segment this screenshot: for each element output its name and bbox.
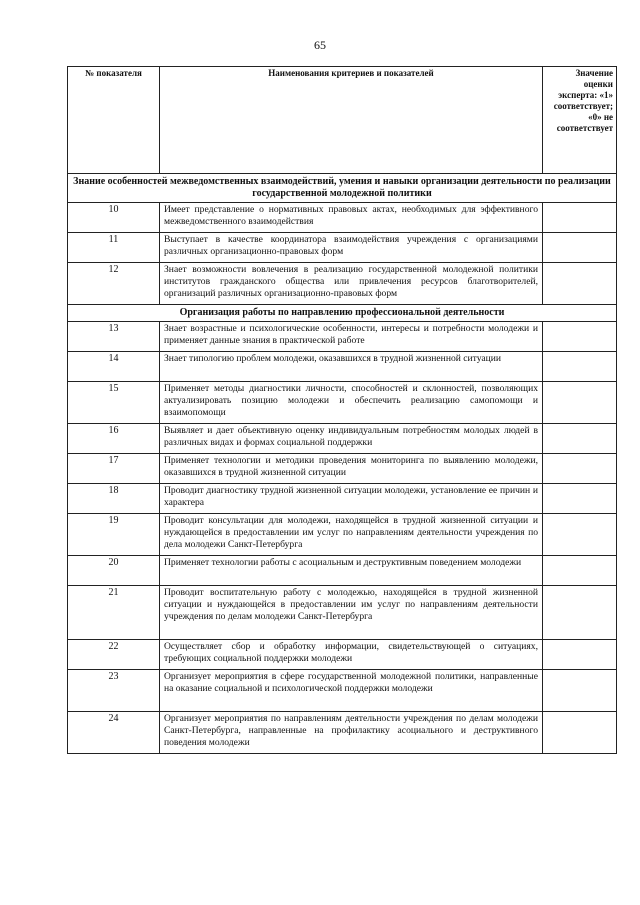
section-row — [68, 305, 617, 322]
row-number: 13 — [68, 322, 160, 352]
criteria-table — [67, 66, 617, 754]
table-row — [68, 424, 617, 454]
row-text: Проводит воспитательную работу с молодежью, находящейся в трудной жизненной ситуации и нуждающейся в предоставлении им услуг по направлениям деятельности учреждения по делам молодежи Санкт-Петербурга — [160, 586, 543, 640]
table-row — [68, 670, 617, 712]
header-value: Значение оценки эксперта: «1» соответствует; «0» не соответствует — [543, 67, 617, 174]
table-row — [68, 514, 617, 556]
page-number: 65 — [314, 38, 326, 52]
row-text: Проводит диагностику трудной жизненной ситуации молодежи, установление ее причин и характера — [160, 484, 543, 514]
table-row — [68, 640, 617, 670]
row-value-cell[interactable] — [543, 233, 617, 263]
row-text: Применяет методы диагностики личности, способностей и склонностей, позволяющих актуализировать позицию молодежи и обеспечить реализацию самопомощи и взаимопомощи — [160, 382, 543, 424]
row-value-cell[interactable] — [543, 322, 617, 352]
row-number: 10 — [68, 203, 160, 233]
table-row — [68, 233, 617, 263]
table-row — [68, 556, 617, 586]
row-number: 11 — [68, 233, 160, 263]
row-number: 14 — [68, 352, 160, 382]
row-text: Организует мероприятия в сфере государственной молодежной политики, направленные на оказание социальной и психологической поддержки молодежи — [160, 670, 543, 712]
section-title: Организация работы по направлению профессиональной деятельности — [68, 305, 617, 322]
row-value-cell[interactable] — [543, 352, 617, 382]
row-text: Применяет технологии и методики проведения мониторинга по выявлению молодежи, оказавшихся в трудной жизненной ситуации — [160, 454, 543, 484]
table-row — [68, 454, 617, 484]
header-name: Наименования критериев и показателей — [160, 67, 543, 174]
row-text: Имеет представление о нормативных правовых актах, необходимых для эффективного межведомственного взаимодействия — [160, 203, 543, 233]
row-value-cell[interactable] — [543, 382, 617, 424]
row-number: 23 — [68, 670, 160, 712]
row-number: 21 — [68, 586, 160, 640]
row-text: Применяет технологии работы с асоциальным и деструктивным поведением молодежи — [160, 556, 543, 586]
row-text: Выявляет и дает объективную оценку индивидуальным потребностям молодых людей в различных видах и формах социальной поддержки — [160, 424, 543, 454]
row-value-cell[interactable] — [543, 203, 617, 233]
row-text: Знает возможности вовлечения в реализацию государственной молодежной политики институтов гражданского общества или привлечения ресурсов благотворителей, организаций различных организационно-правовых форм — [160, 263, 543, 305]
row-number: 15 — [68, 382, 160, 424]
table-row — [68, 203, 617, 233]
section-row — [68, 174, 617, 203]
table-row — [68, 263, 617, 305]
row-text: Проводит консультации для молодежи, находящейся в трудной жизненной ситуации и нуждающейся в предоставлении им услуг по направлениям деятельности учреждения по дела молодежи Санкт-Петербурга — [160, 514, 543, 556]
table-row — [68, 484, 617, 514]
row-value-cell[interactable] — [543, 586, 617, 640]
section-title: Знание особенностей межведомственных взаимодействий, умения и навыки организации деятельности по реализации государственной молодежной политики — [68, 174, 617, 203]
row-value-cell[interactable] — [543, 454, 617, 484]
row-value-cell[interactable] — [543, 263, 617, 305]
table-row — [68, 382, 617, 424]
header-number: № показателя — [68, 67, 160, 174]
row-number: 17 — [68, 454, 160, 484]
table-row — [68, 322, 617, 352]
row-text: Осуществляет сбор и обработку информации, свидетельствующей о ситуациях, требующих социальной поддержки молодежи — [160, 640, 543, 670]
row-value-cell[interactable] — [543, 670, 617, 712]
row-number: 19 — [68, 514, 160, 556]
row-value-cell[interactable] — [543, 640, 617, 670]
table-row — [68, 712, 617, 754]
row-number: 18 — [68, 484, 160, 514]
row-number: 12 — [68, 263, 160, 305]
table-header-row — [68, 67, 617, 174]
table-row — [68, 352, 617, 382]
table-row — [68, 586, 617, 640]
row-value-cell[interactable] — [543, 556, 617, 586]
row-text: Организует мероприятия по направлениям деятельности учреждения по делам молодежи Санкт-Петербурга, направленные на профилактику асоциального и деструктивного поведения молодежи — [160, 712, 543, 754]
row-number: 20 — [68, 556, 160, 586]
row-number: 22 — [68, 640, 160, 670]
row-value-cell[interactable] — [543, 712, 617, 754]
row-value-cell[interactable] — [543, 424, 617, 454]
row-number: 24 — [68, 712, 160, 754]
row-text: Выступает в качестве координатора взаимодействия учреждения с организациями различных организационно-правовых форм — [160, 233, 543, 263]
row-value-cell[interactable] — [543, 514, 617, 556]
row-value-cell[interactable] — [543, 484, 617, 514]
row-number: 16 — [68, 424, 160, 454]
row-text: Знает типологию проблем молодежи, оказавшихся в трудной жизненной ситуации — [160, 352, 543, 382]
row-text: Знает возрастные и психологические особенности, интересы и потребности молодежи и применяет данные знания в практической работе — [160, 322, 543, 352]
